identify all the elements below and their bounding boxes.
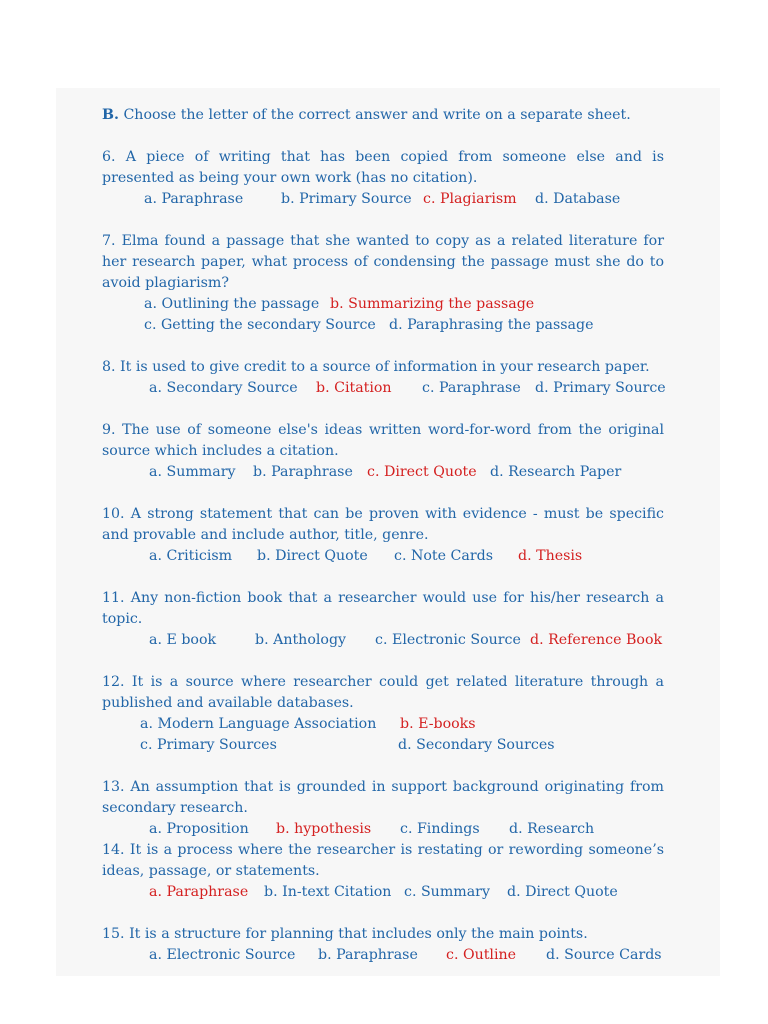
answer-option: d. Source Cards xyxy=(546,947,662,963)
answer-option: d. Database xyxy=(535,191,621,207)
answer-option: d. Secondary Sources xyxy=(398,737,555,753)
question-text: 12. It is a source where researcher could get related literature through a published and available databases. xyxy=(102,674,664,711)
correct-answer-option: b. Citation xyxy=(316,380,392,396)
answer-option: d. Primary Source xyxy=(535,380,666,396)
question-item xyxy=(102,777,664,840)
question-item xyxy=(102,672,664,756)
answer-option: d. Direct Quote xyxy=(507,884,618,900)
correct-answer-option: b. Summarizing the passage xyxy=(330,296,535,312)
correct-answer-option: c. Plagiarism xyxy=(423,191,517,207)
answer-option: b. Primary Source xyxy=(281,191,412,207)
answer-options xyxy=(102,546,664,567)
correct-answer-option: d. Reference Book xyxy=(530,632,663,648)
question-item xyxy=(102,588,664,651)
question-item xyxy=(102,420,664,483)
answer-option: c. Getting the secondary Source xyxy=(144,317,376,333)
answer-options xyxy=(102,462,664,483)
question-item xyxy=(102,504,664,567)
answer-options xyxy=(102,189,664,210)
question-item xyxy=(102,147,664,210)
question-list xyxy=(102,147,664,966)
answer-option: a. Modern Language Association xyxy=(140,716,377,732)
instruction-text: Choose the letter of the correct answer and write on a separate sheet. xyxy=(118,107,631,123)
question-text: 15. It is a structure for planning that includes only the main points. xyxy=(102,926,588,942)
answer-option: a. Paraphrase xyxy=(144,191,244,207)
answer-option: c. Paraphrase xyxy=(422,380,521,396)
question-text: 6. A piece of writing that has been copied from someone else and is presented as being your own work (has no citation). xyxy=(102,149,664,186)
correct-answer-option: a. Paraphrase xyxy=(149,884,249,900)
answer-option: a. Outlining the passage xyxy=(144,296,320,312)
question-text: 13. An assumption that is grounded in support background originating from secondary research. xyxy=(102,779,664,816)
correct-answer-option: c. Direct Quote xyxy=(367,464,477,480)
answer-option: b. Paraphrase xyxy=(318,947,418,963)
answer-options xyxy=(102,294,664,315)
answer-option: a. Secondary Source xyxy=(149,380,298,396)
correct-answer-option: c. Outline xyxy=(446,947,517,963)
answer-option: a. E book xyxy=(149,632,217,648)
question-text: 9. The use of someone else's ideas written word-for-word from the original source which includes a citation. xyxy=(102,422,664,459)
question-text: 7. Elma found a passage that she wanted to copy as a related literature for her research paper, what process of condensing the passage must she do to avoid plagiarism? xyxy=(102,233,664,291)
question-item xyxy=(102,357,664,399)
question-text: 8. It is used to give credit to a source of information in your research paper. xyxy=(102,359,650,375)
correct-answer-option: b. E-books xyxy=(400,716,476,732)
correct-answer-option: d. Thesis xyxy=(518,548,583,564)
answer-option: b. Anthology xyxy=(255,632,347,648)
answer-options xyxy=(102,378,664,399)
answer-option: d. Research xyxy=(509,821,595,837)
question-item xyxy=(102,924,664,966)
answer-options xyxy=(102,819,664,840)
instruction-line xyxy=(102,105,664,126)
answer-options xyxy=(102,735,664,756)
answer-option: d. Paraphrasing the passage xyxy=(389,317,594,333)
answer-option: c. Electronic Source xyxy=(375,632,521,648)
answer-option: a. Criticism xyxy=(149,548,233,564)
answer-option: a. Summary xyxy=(149,464,236,480)
section-label: B. xyxy=(102,107,119,123)
answer-option: d. Research Paper xyxy=(490,464,622,480)
answer-options xyxy=(102,630,664,651)
answer-option: c. Findings xyxy=(400,821,480,837)
answer-option: c. Note Cards xyxy=(394,548,493,564)
answer-option: b. In-text Citation xyxy=(264,884,392,900)
answer-option: b. Direct Quote xyxy=(257,548,368,564)
answer-option: c. Primary Sources xyxy=(140,737,277,753)
question-text: 14. It is a process where the researcher is restating or rewording someone’s ideas, passage, or statements. xyxy=(102,842,664,879)
question-item xyxy=(102,231,664,336)
answer-options xyxy=(102,315,664,336)
answer-option: c. Summary xyxy=(404,884,490,900)
answer-option: a. Electronic Source xyxy=(149,947,296,963)
correct-answer-option: b. hypothesis xyxy=(276,821,372,837)
question-item xyxy=(102,840,664,903)
worksheet-content xyxy=(102,105,664,987)
answer-option: a. Proposition xyxy=(149,821,249,837)
answer-options xyxy=(102,945,664,966)
answer-option: b. Paraphrase xyxy=(253,464,353,480)
question-text: 10. A strong statement that can be proven with evidence - must be specific and provable and include author, title, genre. xyxy=(102,506,664,543)
question-text: 11. Any non-fiction book that a researcher would use for his/her research a topic. xyxy=(102,590,664,627)
answer-options xyxy=(102,882,664,903)
answer-options xyxy=(102,714,664,735)
